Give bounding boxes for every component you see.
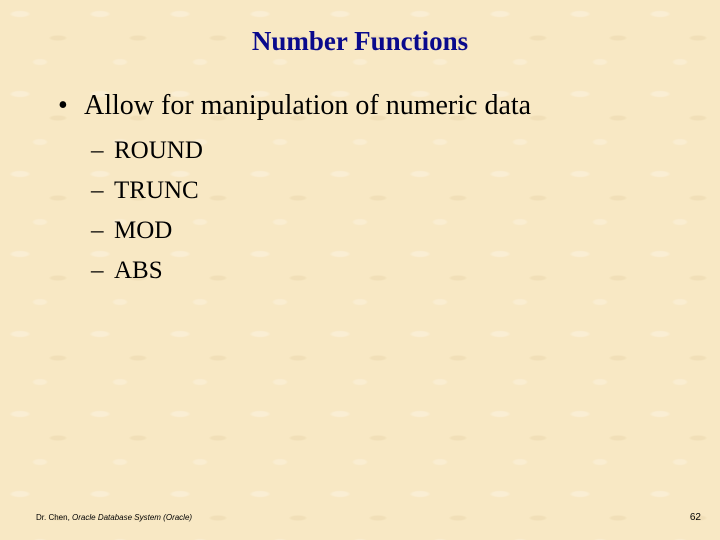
dash-marker: – — [91, 217, 104, 244]
dash-marker: – — [91, 177, 104, 204]
sub-bullet-text: ABS — [114, 257, 163, 284]
footer-author: Dr. Chen, — [36, 513, 70, 522]
sub-bullet-list — [91, 136, 203, 296]
footer-course: Oracle Database System (Oracle) — [72, 513, 193, 522]
sub-bullet-text: ROUND — [114, 137, 203, 164]
slide-title: Number Functions — [251, 26, 469, 56]
page-number: 62 — [689, 512, 701, 523]
sub-bullet-item — [91, 176, 203, 216]
sub-bullet-item — [91, 256, 203, 296]
dash-marker: – — [91, 257, 104, 284]
bullet-marker: • — [58, 90, 68, 121]
bullet-text: Allow for manipulation of numeric data — [84, 90, 532, 121]
footer-credit — [36, 513, 192, 522]
sub-bullet-text: MOD — [114, 217, 173, 244]
sub-bullet-text: TRUNC — [114, 177, 199, 204]
bullet-item — [58, 90, 531, 122]
dash-marker: – — [91, 137, 104, 164]
sub-bullet-item — [91, 216, 203, 256]
sub-bullet-item — [91, 136, 203, 176]
